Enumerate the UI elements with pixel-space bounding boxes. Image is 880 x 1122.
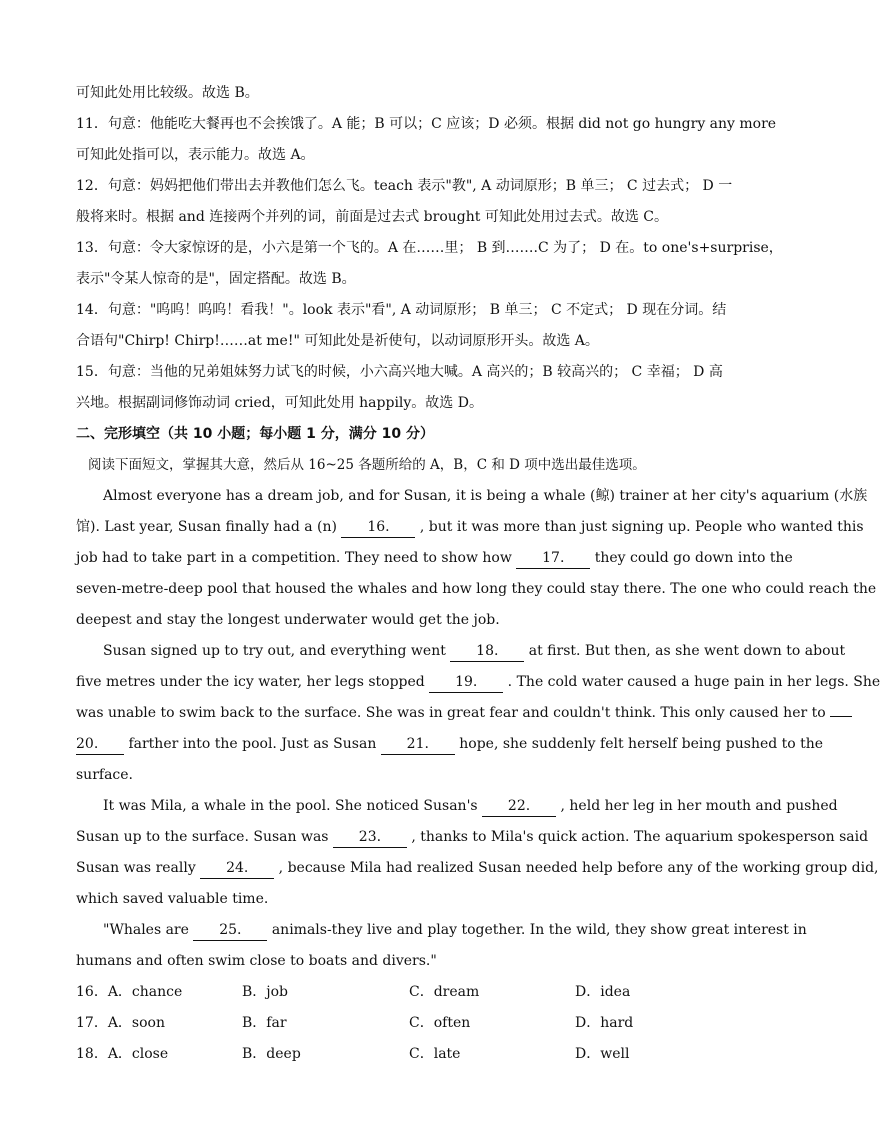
question-18-options — [76, 1039, 752, 1070]
page-content — [76, 78, 880, 1070]
blank-24[interactable]: 24. — [200, 858, 274, 879]
blank-16[interactable]: 16. — [341, 517, 415, 538]
passage-line: 馆). Last year, Susan finally had a (n) 16. , but it was more than just signing up. People who wanted this — [76, 512, 752, 543]
passage-line: deepest and stay the longest underwater would get the job. — [76, 612, 500, 628]
blank-19[interactable]: 19. — [429, 672, 503, 693]
option-16-d[interactable]: D．idea — [575, 984, 631, 1000]
passage-line: seven-metre-deep pool that housed the whales and how long they could stay there. The one who could reach the — [76, 581, 877, 597]
blank-20[interactable]: 20. — [76, 734, 124, 755]
option-17-b[interactable]: B．far — [242, 1015, 287, 1031]
passage-line: It was Mila, a whale in the pool. She noticed Susan's 22. , held her leg in her mouth and pushed — [76, 791, 752, 822]
explanation-line: 12．句意：妈妈把他们带出去并教他们怎么飞。teach 表示"教", A 动词原形；B 单三； C 过去式； D 一 — [76, 178, 733, 194]
section-heading: 二、完形填空（共 10 小题；每小题 1 分，满分 10 分） — [76, 426, 434, 442]
explanation-line: 15．句意：当他的兄弟姐妹努力试飞的时候，小六高兴地大喊。A 高兴的；B 较高兴的； C 幸福； D 高 — [76, 364, 723, 380]
explanation-line: 兴地。根据副词修饰动词 cried，可知此处用 happily。故选 D。 — [76, 395, 483, 411]
explanation-line: 可知此处用比较级。故选 B。 — [76, 85, 259, 101]
question-17-options — [76, 1008, 752, 1039]
option-17-d[interactable]: D．hard — [575, 1015, 634, 1031]
option-16-b[interactable]: B．job — [242, 984, 289, 1000]
option-18-a[interactable]: 18．A．close — [76, 1046, 169, 1062]
passage-line: which saved valuable time. — [76, 891, 269, 907]
section-instruction: 阅读下面短文，掌握其大意，然后从 16~25 各题所给的 A，B，C 和 D 项中选出最佳选项。 — [88, 457, 646, 473]
passage-line: five metres under the icy water, her legs stopped 19. . The cold water caused a huge pain in her legs. She — [76, 667, 752, 698]
option-18-c[interactable]: C．late — [409, 1046, 461, 1062]
option-16-a[interactable]: 16．A．chance — [76, 984, 183, 1000]
option-18-b[interactable]: B．deep — [242, 1046, 301, 1062]
explanation-line: 合语句"Chirp! Chirp!……at me!" 可知此处是祈使句，以动词原形开头。故选 A。 — [76, 333, 599, 349]
blank-25[interactable]: 25. — [193, 920, 267, 941]
explanation-line: 可知此处指可以，表示能力。故选 A。 — [76, 147, 315, 163]
explanation-line: 14．句意："呜呜！呜呜！看我！"。look 表示"看", A 动词原形； B 单三； C 不定式； D 现在分词。结 — [76, 302, 727, 318]
explanation-line: 11．句意：他能吃大餐再也不会挨饿了。A 能；B 可以；C 应该；D 必须。根据 did not go hungry any more — [76, 116, 777, 132]
passage-line: job had to take part in a competition. They need to show how 17. they could go down into the — [76, 543, 752, 574]
passage-line: Susan signed up to try out, and everything went 18. at first. But then, as she went down to about — [76, 636, 752, 667]
blank-21[interactable]: 21. — [381, 734, 455, 755]
blank-17[interactable]: 17. — [516, 548, 590, 569]
passage-line: "Whales are 25. animals-they live and play together. In the wild, they show great interest in — [76, 915, 752, 946]
blank-18[interactable]: 18. — [450, 641, 524, 662]
passage-line: 20. farther into the pool. Just as Susan 21. hope, she suddenly felt herself being pushed to the — [76, 729, 752, 760]
option-17-a[interactable]: 17．A．soon — [76, 1015, 165, 1031]
passage-line: was unable to swim back to the surface. She was in great fear and couldn't think. This only caused her to — [76, 698, 752, 729]
blank-23[interactable]: 23. — [333, 827, 407, 848]
explanation-line: 般将来时。根据 and 连接两个并列的词，前面是过去式 brought 可知此处用过去式。故选 C。 — [76, 209, 668, 225]
passage-line: humans and often swim close to boats and divers." — [76, 953, 437, 969]
passage-line: surface. — [76, 767, 133, 783]
explanation-line: 表示"令某人惊奇的是"，固定搭配。故选 B。 — [76, 271, 356, 287]
option-16-c[interactable]: C．dream — [409, 984, 480, 1000]
passage-line: Almost everyone has a dream job, and for Susan, it is being a whale (鲸) trainer at her city's aquarium (水族 — [103, 488, 868, 504]
option-18-d[interactable]: D．well — [575, 1046, 630, 1062]
passage-line: Susan was really 24. , because Mila had realized Susan needed help before any of the working group did, — [76, 853, 752, 884]
blank-22[interactable]: 22. — [482, 796, 556, 817]
blank-20-start — [830, 716, 852, 717]
explanation-line: 13．句意：令大家惊讶的是，小六是第一个飞的。A 在……里； B 到…….C 为了； D 在。to one's+surprise， — [76, 240, 783, 256]
passage-line: Susan up to the surface. Susan was 23. , thanks to Mila's quick action. The aquarium spokesperson said — [76, 822, 752, 853]
question-16-options — [76, 977, 752, 1008]
option-17-c[interactable]: C．often — [409, 1015, 471, 1031]
